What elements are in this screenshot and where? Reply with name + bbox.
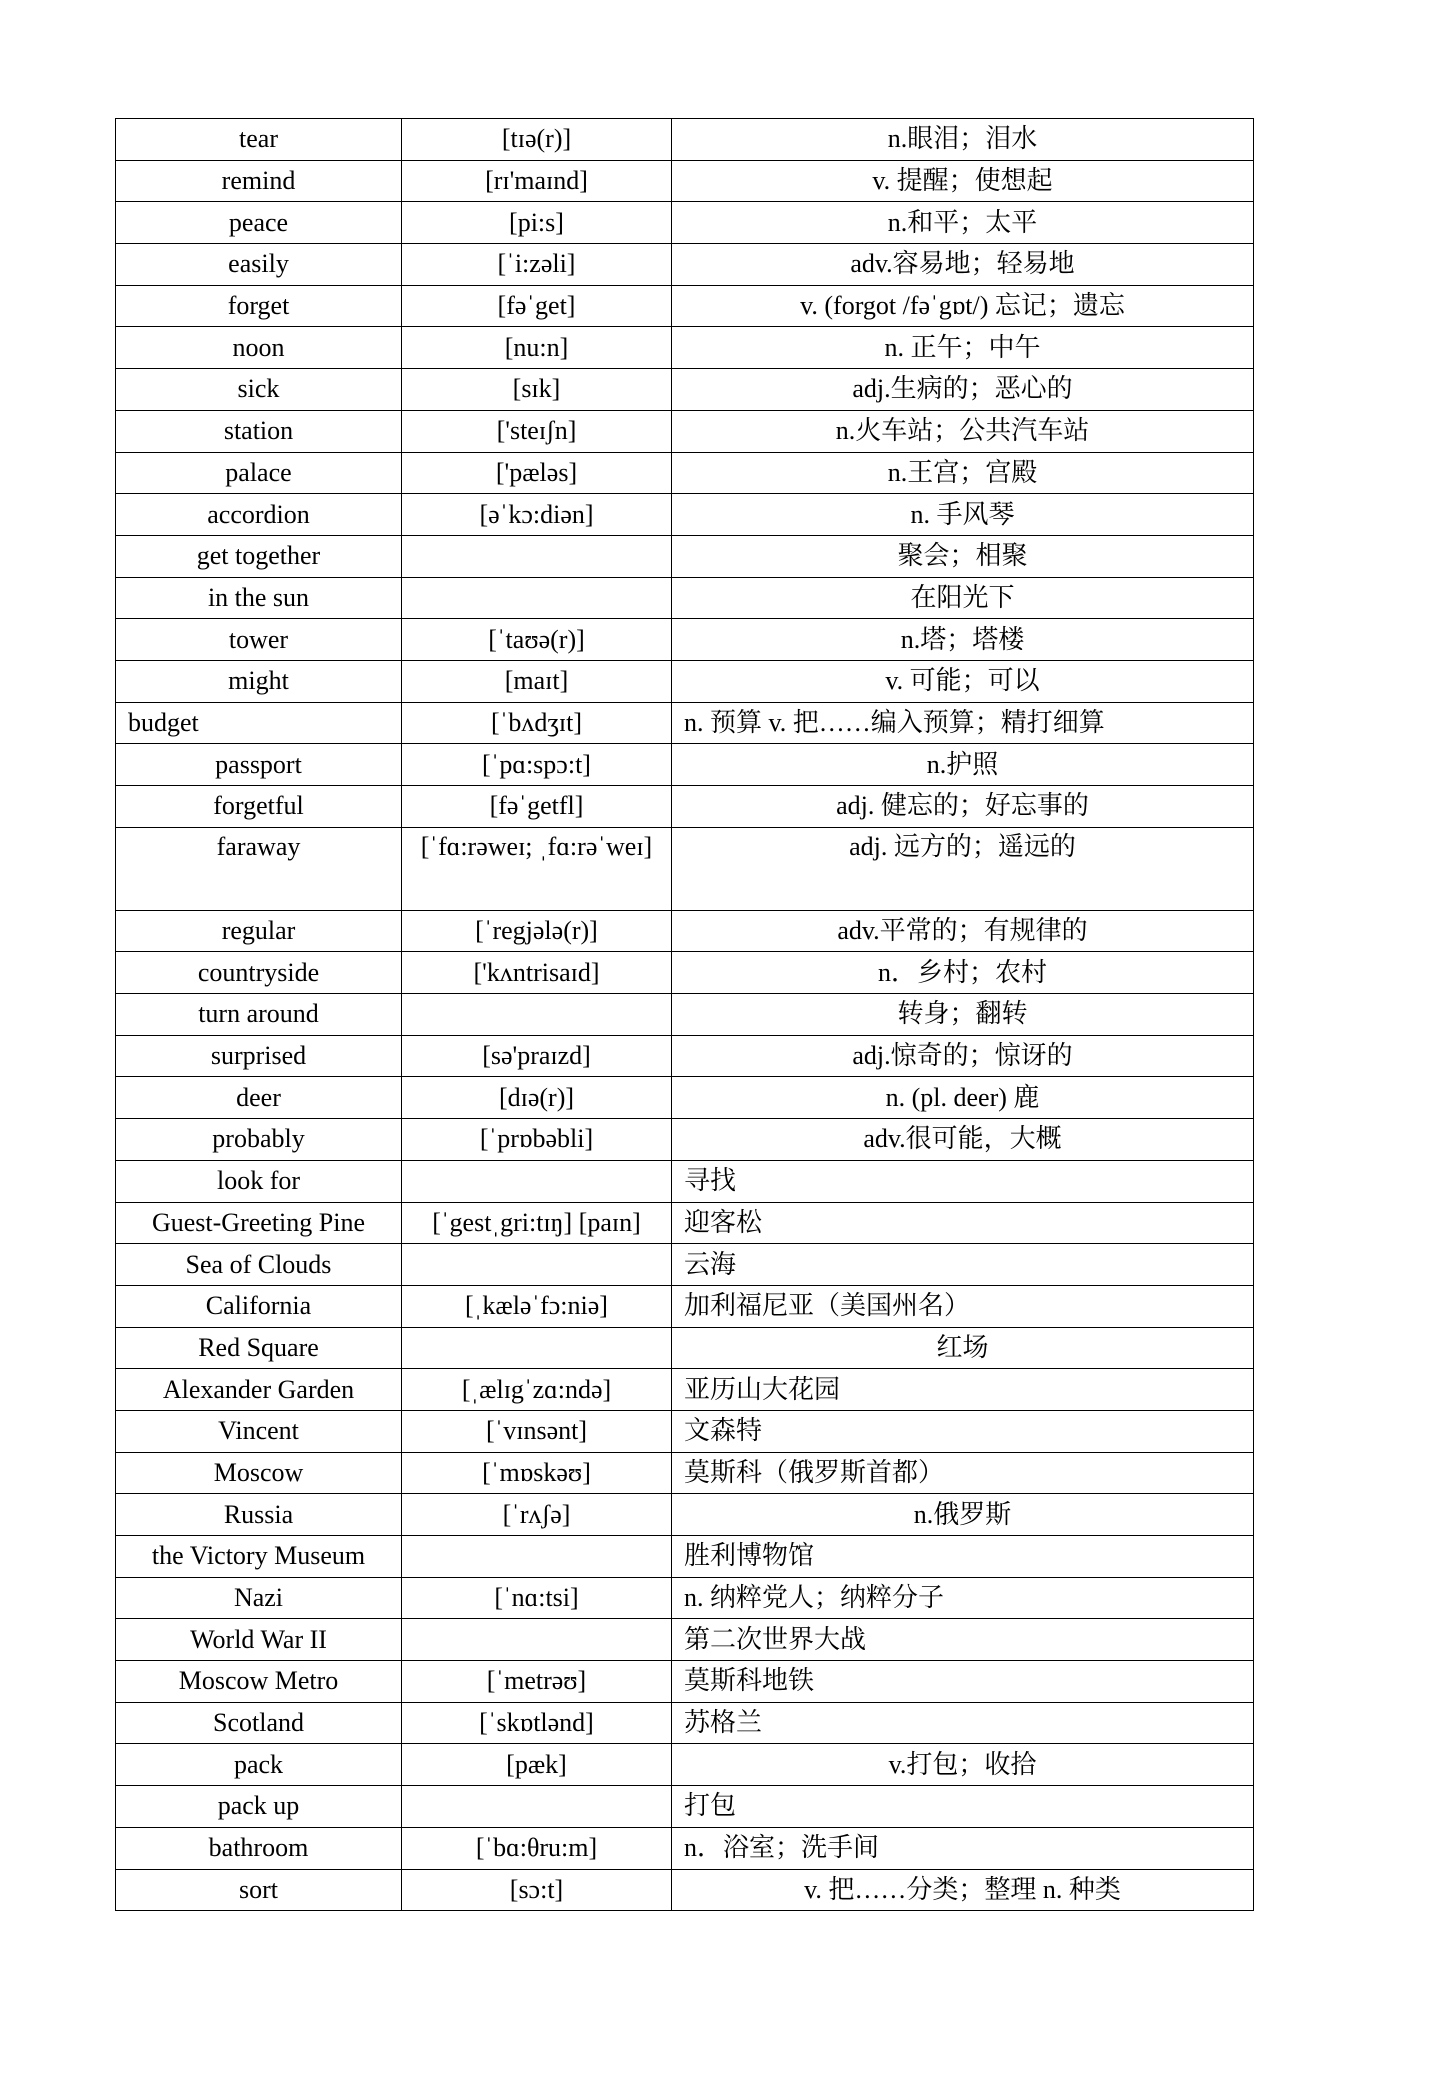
table-row bbox=[116, 410, 1254, 452]
table-row bbox=[116, 1244, 1254, 1286]
phonetic-cell bbox=[402, 1619, 672, 1661]
word-cell: sick bbox=[116, 369, 402, 411]
phonetic-cell bbox=[402, 1786, 672, 1828]
word-cell: Scotland bbox=[116, 1702, 402, 1744]
meaning-cell: 苏格兰 bbox=[672, 1702, 1254, 1744]
meaning-cell: 文森特 bbox=[672, 1410, 1254, 1452]
word-cell: faraway bbox=[116, 827, 402, 910]
word-cell: sort bbox=[116, 1869, 402, 1911]
phonetic-cell: [fəˈgetfl] bbox=[402, 786, 672, 828]
phonetic-cell bbox=[402, 577, 672, 619]
word-cell: Moscow Metro bbox=[116, 1661, 402, 1703]
phonetic-cell: [ˈnɑ:tsi] bbox=[402, 1577, 672, 1619]
table-row bbox=[116, 1452, 1254, 1494]
meaning-cell: v. 可能；可以 bbox=[672, 660, 1254, 702]
meaning-cell: n.和平；太平 bbox=[672, 202, 1254, 244]
phonetic-cell: ['steɪʃn] bbox=[402, 410, 672, 452]
table-row bbox=[116, 827, 1254, 910]
phonetic-cell: [fəˈget] bbox=[402, 285, 672, 327]
phonetic-cell: [ˈmɒskəʊ] bbox=[402, 1452, 672, 1494]
phonetic-cell: [ˈmetrəʊ] bbox=[402, 1661, 672, 1703]
table-row bbox=[116, 910, 1254, 952]
phonetic-cell: [ˈprɒbəbli] bbox=[402, 1119, 672, 1161]
word-cell: probably bbox=[116, 1119, 402, 1161]
table-row bbox=[116, 202, 1254, 244]
table-row bbox=[116, 1827, 1254, 1869]
word-cell: California bbox=[116, 1285, 402, 1327]
phonetic-cell: [rɪ'maɪnd] bbox=[402, 160, 672, 202]
meaning-cell: n. 纳粹党人；纳粹分子 bbox=[672, 1577, 1254, 1619]
phonetic-cell: [sə'praɪzd] bbox=[402, 1035, 672, 1077]
word-cell: get together bbox=[116, 535, 402, 577]
table-row bbox=[116, 119, 1254, 161]
word-cell: peace bbox=[116, 202, 402, 244]
phonetic-cell: [ˈtaʊə(r)] bbox=[402, 619, 672, 661]
table-row bbox=[116, 1869, 1254, 1911]
table-row bbox=[116, 702, 1254, 744]
word-cell: Guest-Greeting Pine bbox=[116, 1202, 402, 1244]
table-row bbox=[116, 1285, 1254, 1327]
phonetic-cell: [ˈfɑ:rəweɪ; ˌfɑ:rəˈweɪ] bbox=[402, 827, 672, 910]
table-row bbox=[116, 1619, 1254, 1661]
meaning-cell: 聚会；相聚 bbox=[672, 535, 1254, 577]
table-row bbox=[116, 1494, 1254, 1536]
meaning-cell: n.眼泪；泪水 bbox=[672, 119, 1254, 161]
table-row bbox=[116, 744, 1254, 786]
vocabulary-table-body bbox=[116, 119, 1254, 1911]
meaning-cell: adv.很可能，大概 bbox=[672, 1119, 1254, 1161]
word-cell: budget bbox=[116, 702, 402, 744]
meaning-cell: n．乡村；农村 bbox=[672, 952, 1254, 994]
word-cell: deer bbox=[116, 1077, 402, 1119]
meaning-cell: adv.平常的；有规律的 bbox=[672, 910, 1254, 952]
table-row bbox=[116, 452, 1254, 494]
meaning-cell: n. (pl. deer) 鹿 bbox=[672, 1077, 1254, 1119]
meaning-cell: 加利福尼亚（美国州名） bbox=[672, 1285, 1254, 1327]
meaning-cell: adj. 远方的；遥远的 bbox=[672, 827, 1254, 910]
phonetic-cell: [dɪə(r)] bbox=[402, 1077, 672, 1119]
table-row bbox=[116, 660, 1254, 702]
meaning-cell: 莫斯科地铁 bbox=[672, 1661, 1254, 1703]
word-cell: Vincent bbox=[116, 1410, 402, 1452]
meaning-cell: 寻找 bbox=[672, 1160, 1254, 1202]
word-cell: regular bbox=[116, 910, 402, 952]
phonetic-cell: [ˈgestˌgri:tɪŋ] [paɪn] bbox=[402, 1202, 672, 1244]
table-row bbox=[116, 369, 1254, 411]
word-cell: turn around bbox=[116, 994, 402, 1036]
meaning-cell: n.王宫；宫殿 bbox=[672, 452, 1254, 494]
meaning-cell: 红场 bbox=[672, 1327, 1254, 1369]
table-row bbox=[116, 1410, 1254, 1452]
word-cell: remind bbox=[116, 160, 402, 202]
table-row bbox=[116, 952, 1254, 994]
table-row bbox=[116, 1202, 1254, 1244]
meaning-cell: 胜利博物馆 bbox=[672, 1536, 1254, 1578]
phonetic-cell bbox=[402, 1536, 672, 1578]
word-cell: easily bbox=[116, 244, 402, 286]
meaning-cell: n.俄罗斯 bbox=[672, 1494, 1254, 1536]
table-row bbox=[116, 285, 1254, 327]
word-cell: Red Square bbox=[116, 1327, 402, 1369]
phonetic-cell: [ˈbɑ:θru:m] bbox=[402, 1827, 672, 1869]
word-cell: World War II bbox=[116, 1619, 402, 1661]
table-row bbox=[116, 1035, 1254, 1077]
meaning-cell: adj.生病的；恶心的 bbox=[672, 369, 1254, 411]
table-row bbox=[116, 994, 1254, 1036]
table-row bbox=[116, 535, 1254, 577]
meaning-cell: 迎客松 bbox=[672, 1202, 1254, 1244]
word-cell: the Victory Museum bbox=[116, 1536, 402, 1578]
phonetic-cell: [ˈskɒtlənd] bbox=[402, 1702, 672, 1744]
phonetic-cell bbox=[402, 1244, 672, 1286]
meaning-cell: 在阳光下 bbox=[672, 577, 1254, 619]
table-row bbox=[116, 1327, 1254, 1369]
phonetic-cell: [ˈvɪnsənt] bbox=[402, 1410, 672, 1452]
phonetic-cell bbox=[402, 535, 672, 577]
table-row bbox=[116, 160, 1254, 202]
table-row bbox=[116, 1369, 1254, 1411]
word-cell: pack bbox=[116, 1744, 402, 1786]
phonetic-cell: [ˈpɑ:spɔ:t] bbox=[402, 744, 672, 786]
phonetic-cell: [ˌælɪgˈzɑ:ndə] bbox=[402, 1369, 672, 1411]
table-row bbox=[116, 1119, 1254, 1161]
phonetic-cell bbox=[402, 1327, 672, 1369]
word-cell: noon bbox=[116, 327, 402, 369]
meaning-cell: adv.容易地；轻易地 bbox=[672, 244, 1254, 286]
meaning-cell: v.打包；收拾 bbox=[672, 1744, 1254, 1786]
word-cell: bathroom bbox=[116, 1827, 402, 1869]
word-cell: countryside bbox=[116, 952, 402, 994]
meaning-cell: 打包 bbox=[672, 1786, 1254, 1828]
meaning-cell: n.塔；塔楼 bbox=[672, 619, 1254, 661]
table-row bbox=[116, 1077, 1254, 1119]
phonetic-cell bbox=[402, 994, 672, 1036]
table-row bbox=[116, 577, 1254, 619]
phonetic-cell: [tɪə(r)] bbox=[402, 119, 672, 161]
word-cell: station bbox=[116, 410, 402, 452]
vocabulary-table bbox=[115, 118, 1254, 1911]
phonetic-cell: [ˈrʌʃə] bbox=[402, 1494, 672, 1536]
meaning-cell: 云海 bbox=[672, 1244, 1254, 1286]
word-cell: look for bbox=[116, 1160, 402, 1202]
word-cell: forget bbox=[116, 285, 402, 327]
table-row bbox=[116, 1536, 1254, 1578]
table-row bbox=[116, 1786, 1254, 1828]
meaning-cell: 莫斯科（俄罗斯首都） bbox=[672, 1452, 1254, 1494]
phonetic-cell: [ˈbʌdʒɪt] bbox=[402, 702, 672, 744]
word-cell: palace bbox=[116, 452, 402, 494]
vocabulary-page bbox=[115, 118, 1253, 1911]
phonetic-cell: [ˈregjələ(r)] bbox=[402, 910, 672, 952]
word-cell: accordion bbox=[116, 494, 402, 536]
word-cell: Moscow bbox=[116, 1452, 402, 1494]
word-cell: forgetful bbox=[116, 786, 402, 828]
phonetic-cell: [sɪk] bbox=[402, 369, 672, 411]
meaning-cell: v. 把……分类；整理 n. 种类 bbox=[672, 1869, 1254, 1911]
word-cell: in the sun bbox=[116, 577, 402, 619]
table-row bbox=[116, 1744, 1254, 1786]
word-cell: Russia bbox=[116, 1494, 402, 1536]
phonetic-cell: [ˌkæləˈfɔ:niə] bbox=[402, 1285, 672, 1327]
word-cell: Alexander Garden bbox=[116, 1369, 402, 1411]
word-cell: pack up bbox=[116, 1786, 402, 1828]
phonetic-cell: [ˈi:zəli] bbox=[402, 244, 672, 286]
meaning-cell: n. 正午；中午 bbox=[672, 327, 1254, 369]
table-row bbox=[116, 786, 1254, 828]
word-cell: surprised bbox=[116, 1035, 402, 1077]
meaning-cell: v. 提醒；使想起 bbox=[672, 160, 1254, 202]
meaning-cell: 转身；翻转 bbox=[672, 994, 1254, 1036]
meaning-cell: n. 预算 v. 把……编入预算；精打细算 bbox=[672, 702, 1254, 744]
meaning-cell: n．浴室；洗手间 bbox=[672, 1827, 1254, 1869]
meaning-cell: v. (forgot /fəˈgɒt/) 忘记；遗忘 bbox=[672, 285, 1254, 327]
phonetic-cell: ['kʌntrisaɪd] bbox=[402, 952, 672, 994]
meaning-cell: 亚历山大花园 bbox=[672, 1369, 1254, 1411]
word-cell: Sea of Clouds bbox=[116, 1244, 402, 1286]
word-cell: might bbox=[116, 660, 402, 702]
table-row bbox=[116, 327, 1254, 369]
phonetic-cell: [maɪt] bbox=[402, 660, 672, 702]
phonetic-cell: [əˈkɔ:diən] bbox=[402, 494, 672, 536]
table-row bbox=[116, 1577, 1254, 1619]
table-row bbox=[116, 244, 1254, 286]
table-row bbox=[116, 1702, 1254, 1744]
meaning-cell: adj.惊奇的；惊讶的 bbox=[672, 1035, 1254, 1077]
phonetic-cell bbox=[402, 1160, 672, 1202]
table-row bbox=[116, 494, 1254, 536]
word-cell: passport bbox=[116, 744, 402, 786]
phonetic-cell: [nu:n] bbox=[402, 327, 672, 369]
table-row bbox=[116, 619, 1254, 661]
phonetic-cell: ['pæləs] bbox=[402, 452, 672, 494]
meaning-cell: n. 手风琴 bbox=[672, 494, 1254, 536]
phonetic-cell: [pæk] bbox=[402, 1744, 672, 1786]
meaning-cell: n.护照 bbox=[672, 744, 1254, 786]
meaning-cell: 第二次世界大战 bbox=[672, 1619, 1254, 1661]
phonetic-cell: [pi:s] bbox=[402, 202, 672, 244]
table-row bbox=[116, 1160, 1254, 1202]
table-row bbox=[116, 1661, 1254, 1703]
meaning-cell: adj. 健忘的；好忘事的 bbox=[672, 786, 1254, 828]
meaning-cell: n.火车站；公共汽车站 bbox=[672, 410, 1254, 452]
word-cell: tower bbox=[116, 619, 402, 661]
word-cell: Nazi bbox=[116, 1577, 402, 1619]
phonetic-cell: [sɔ:t] bbox=[402, 1869, 672, 1911]
word-cell: tear bbox=[116, 119, 402, 161]
